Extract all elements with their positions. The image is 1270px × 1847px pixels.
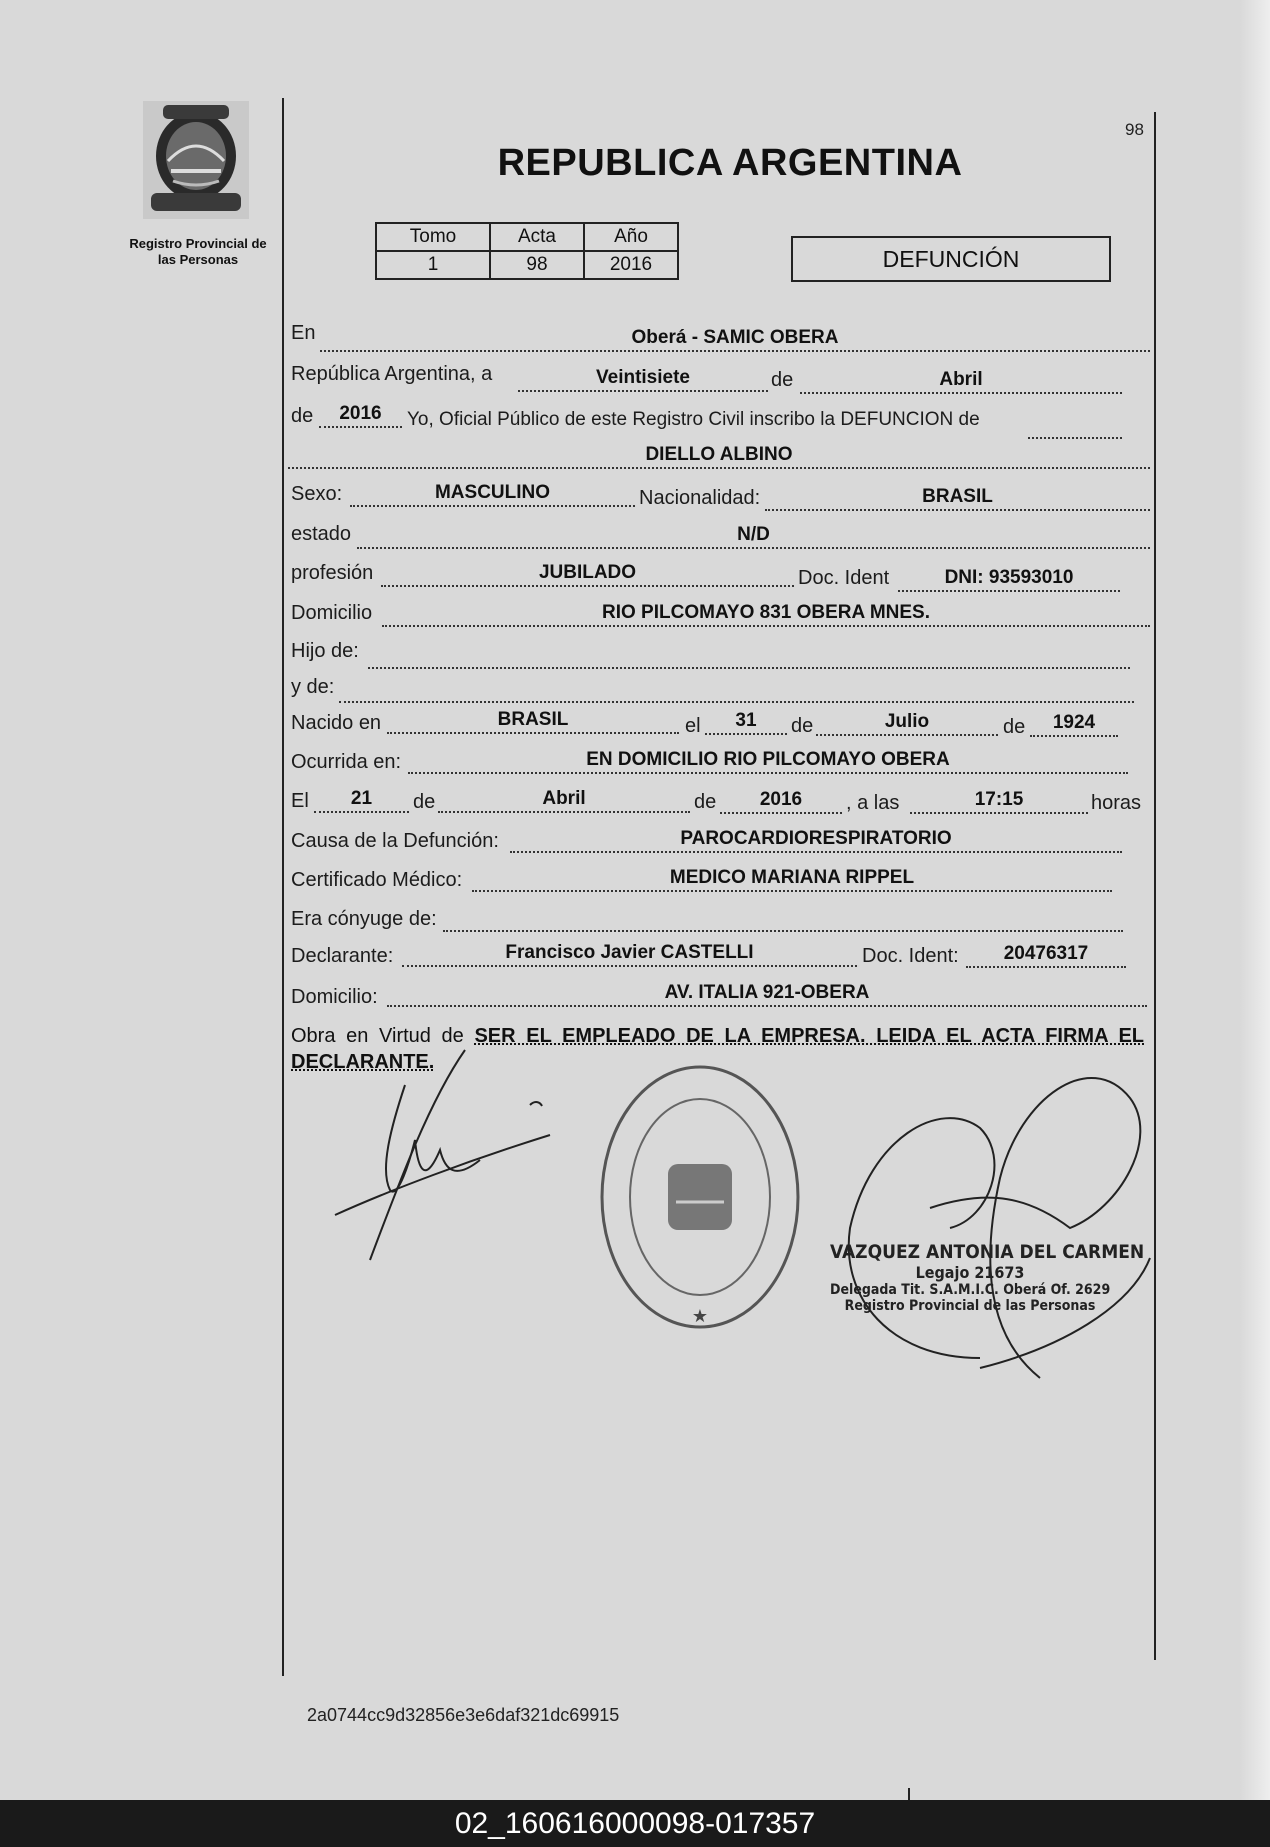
label-en: En [291, 322, 316, 344]
registry-table [375, 222, 679, 280]
death-time-value: 17:15 [910, 788, 1088, 814]
document-type-box: DEFUNCIÓN [791, 236, 1111, 282]
label-a-las: , a las [846, 792, 900, 814]
label-causa: Causa de la Defunción: [291, 830, 499, 852]
label-declarante: Declarante: [291, 945, 394, 967]
official-legajo: Legajo 21673 [915, 1263, 1025, 1282]
label-profesion: profesión [291, 562, 374, 584]
declarant-value: Francisco Javier CASTELLI [402, 941, 857, 967]
label-doc-ident: Doc. Ident [798, 567, 890, 589]
label-estado: estado [291, 523, 352, 545]
label-nacido-en: Nacido en [291, 712, 382, 734]
label-y-de: y de: [291, 676, 335, 698]
obra-reason-line-1: SER EL EMPLEADO DE LA EMPRESA. LEIDA EL ACTA FIRMA EL [474, 1025, 1144, 1047]
occurred-in-value: EN DOMICILIO RIO PILCOMAYO OBERA [408, 748, 1128, 774]
ano-header: Año [584, 223, 678, 251]
tomo-value: 1 [376, 251, 490, 279]
right-margin-line [1154, 112, 1156, 1660]
declarant-address-value: AV. ITALIA 921-OBERA [387, 981, 1147, 1007]
registry-org-name [118, 236, 278, 268]
ano-value: 2016 [584, 251, 678, 279]
deceased-name: DIELLO ALBINO [288, 443, 1150, 469]
birth-month-value: Julio [816, 710, 998, 736]
official-stamp [830, 1241, 1145, 1314]
year-value: 2016 [319, 402, 402, 428]
doc-value: DNI: 93593010 [898, 566, 1120, 592]
birth-year-value: 1924 [1030, 711, 1118, 737]
dots-hijo-de [368, 643, 1130, 669]
svg-text:★: ★ [691, 1306, 709, 1326]
label-sexo: Sexo: [291, 483, 343, 505]
born-in-value: BRASIL [387, 708, 679, 734]
official-name: VAZQUEZ ANTONIA DEL CARMEN [830, 1241, 1145, 1263]
official-registry: Registro Provincial de las Personas [844, 1298, 1096, 1314]
dots-y-de [339, 677, 1134, 703]
death-month-value: Abril [438, 787, 690, 813]
obra-reason-line-2: DECLARANTE. [291, 1051, 435, 1073]
dots-after-yo [1028, 413, 1122, 439]
province-coat-of-arms [143, 101, 249, 219]
civil-status-value: N/D [357, 523, 1150, 549]
label-de-3: de [791, 715, 814, 737]
label-de-5: de [413, 791, 436, 813]
org-line-1: Registro Provincial de [129, 236, 267, 251]
month-value: Abril [800, 368, 1122, 394]
label-de-4: de [1003, 716, 1026, 738]
acta-value: 98 [490, 251, 584, 279]
org-line-2: las Personas [157, 252, 239, 267]
label-hijo-de: Hijo de: [291, 640, 359, 662]
label-de-2: de [291, 405, 314, 427]
death-day-value: 21 [314, 787, 409, 813]
birth-day-value: 31 [705, 709, 787, 735]
official-position: Delegada Tit. S.A.M.I.C. Oberá Of. 2629 [830, 1282, 1111, 1298]
left-margin-line [282, 98, 284, 1676]
label-el: el [685, 715, 701, 737]
profession-value: JUBILADO [381, 561, 794, 587]
declarant-doc-value: 20476317 [966, 942, 1126, 968]
page-number: 98 [1125, 120, 1144, 139]
label-domicilio-2: Domicilio: [291, 986, 378, 1008]
cause-value: PAROCARDIORESPIRATORIO [510, 827, 1122, 853]
bottom-tick [908, 1788, 910, 1800]
sex-value: MASCULINO [350, 481, 635, 507]
label-domicilio: Domicilio [291, 602, 373, 624]
document-hash: 2a0744cc9d32856e3e6daf321dc69915 [307, 1705, 620, 1725]
death-year-value: 2016 [720, 788, 842, 814]
label-de-6: de [694, 791, 717, 813]
label-republica: República Argentina, a [291, 363, 493, 385]
dots-conyuge [443, 906, 1123, 932]
address-value: RIO PILCOMAYO 831 OBERA MNES. [382, 601, 1150, 627]
label-certificado: Certificado Médico: [291, 869, 463, 891]
official-signature [830, 1058, 1166, 1388]
nationality-value: BRASIL [765, 485, 1150, 511]
place-value: Oberá - SAMIC OBERA [320, 326, 1150, 352]
label-el-cap: El [291, 790, 309, 812]
label-horas: horas [1091, 792, 1142, 814]
document-title: REPUBLICA ARGENTINA [497, 142, 963, 184]
label-nacionalidad: Nacionalidad: [639, 487, 761, 509]
certificate-value: MEDICO MARIANA RIPPEL [472, 866, 1112, 892]
acta-header: Acta [490, 223, 584, 251]
registry-seal-stamp [590, 1052, 810, 1342]
declarant-signature [330, 1040, 560, 1270]
label-doc-ident-2: Doc. Ident: [862, 945, 959, 967]
label-de-1: de [771, 369, 794, 391]
footer-file-id: 02_160616000098-017357 [454, 1807, 816, 1840]
label-conyuge: Era cónyuge de: [291, 908, 437, 930]
day-text-value: Veintisiete [518, 366, 768, 392]
label-ocurrida-en: Ocurrida en: [291, 751, 402, 773]
label-obra: Obra en Virtud de [291, 1025, 464, 1047]
tomo-header: Tomo [376, 223, 490, 251]
label-yo: Yo, Oficial Público de este Registro Civil inscribo la DEFUNCION de [407, 409, 980, 430]
